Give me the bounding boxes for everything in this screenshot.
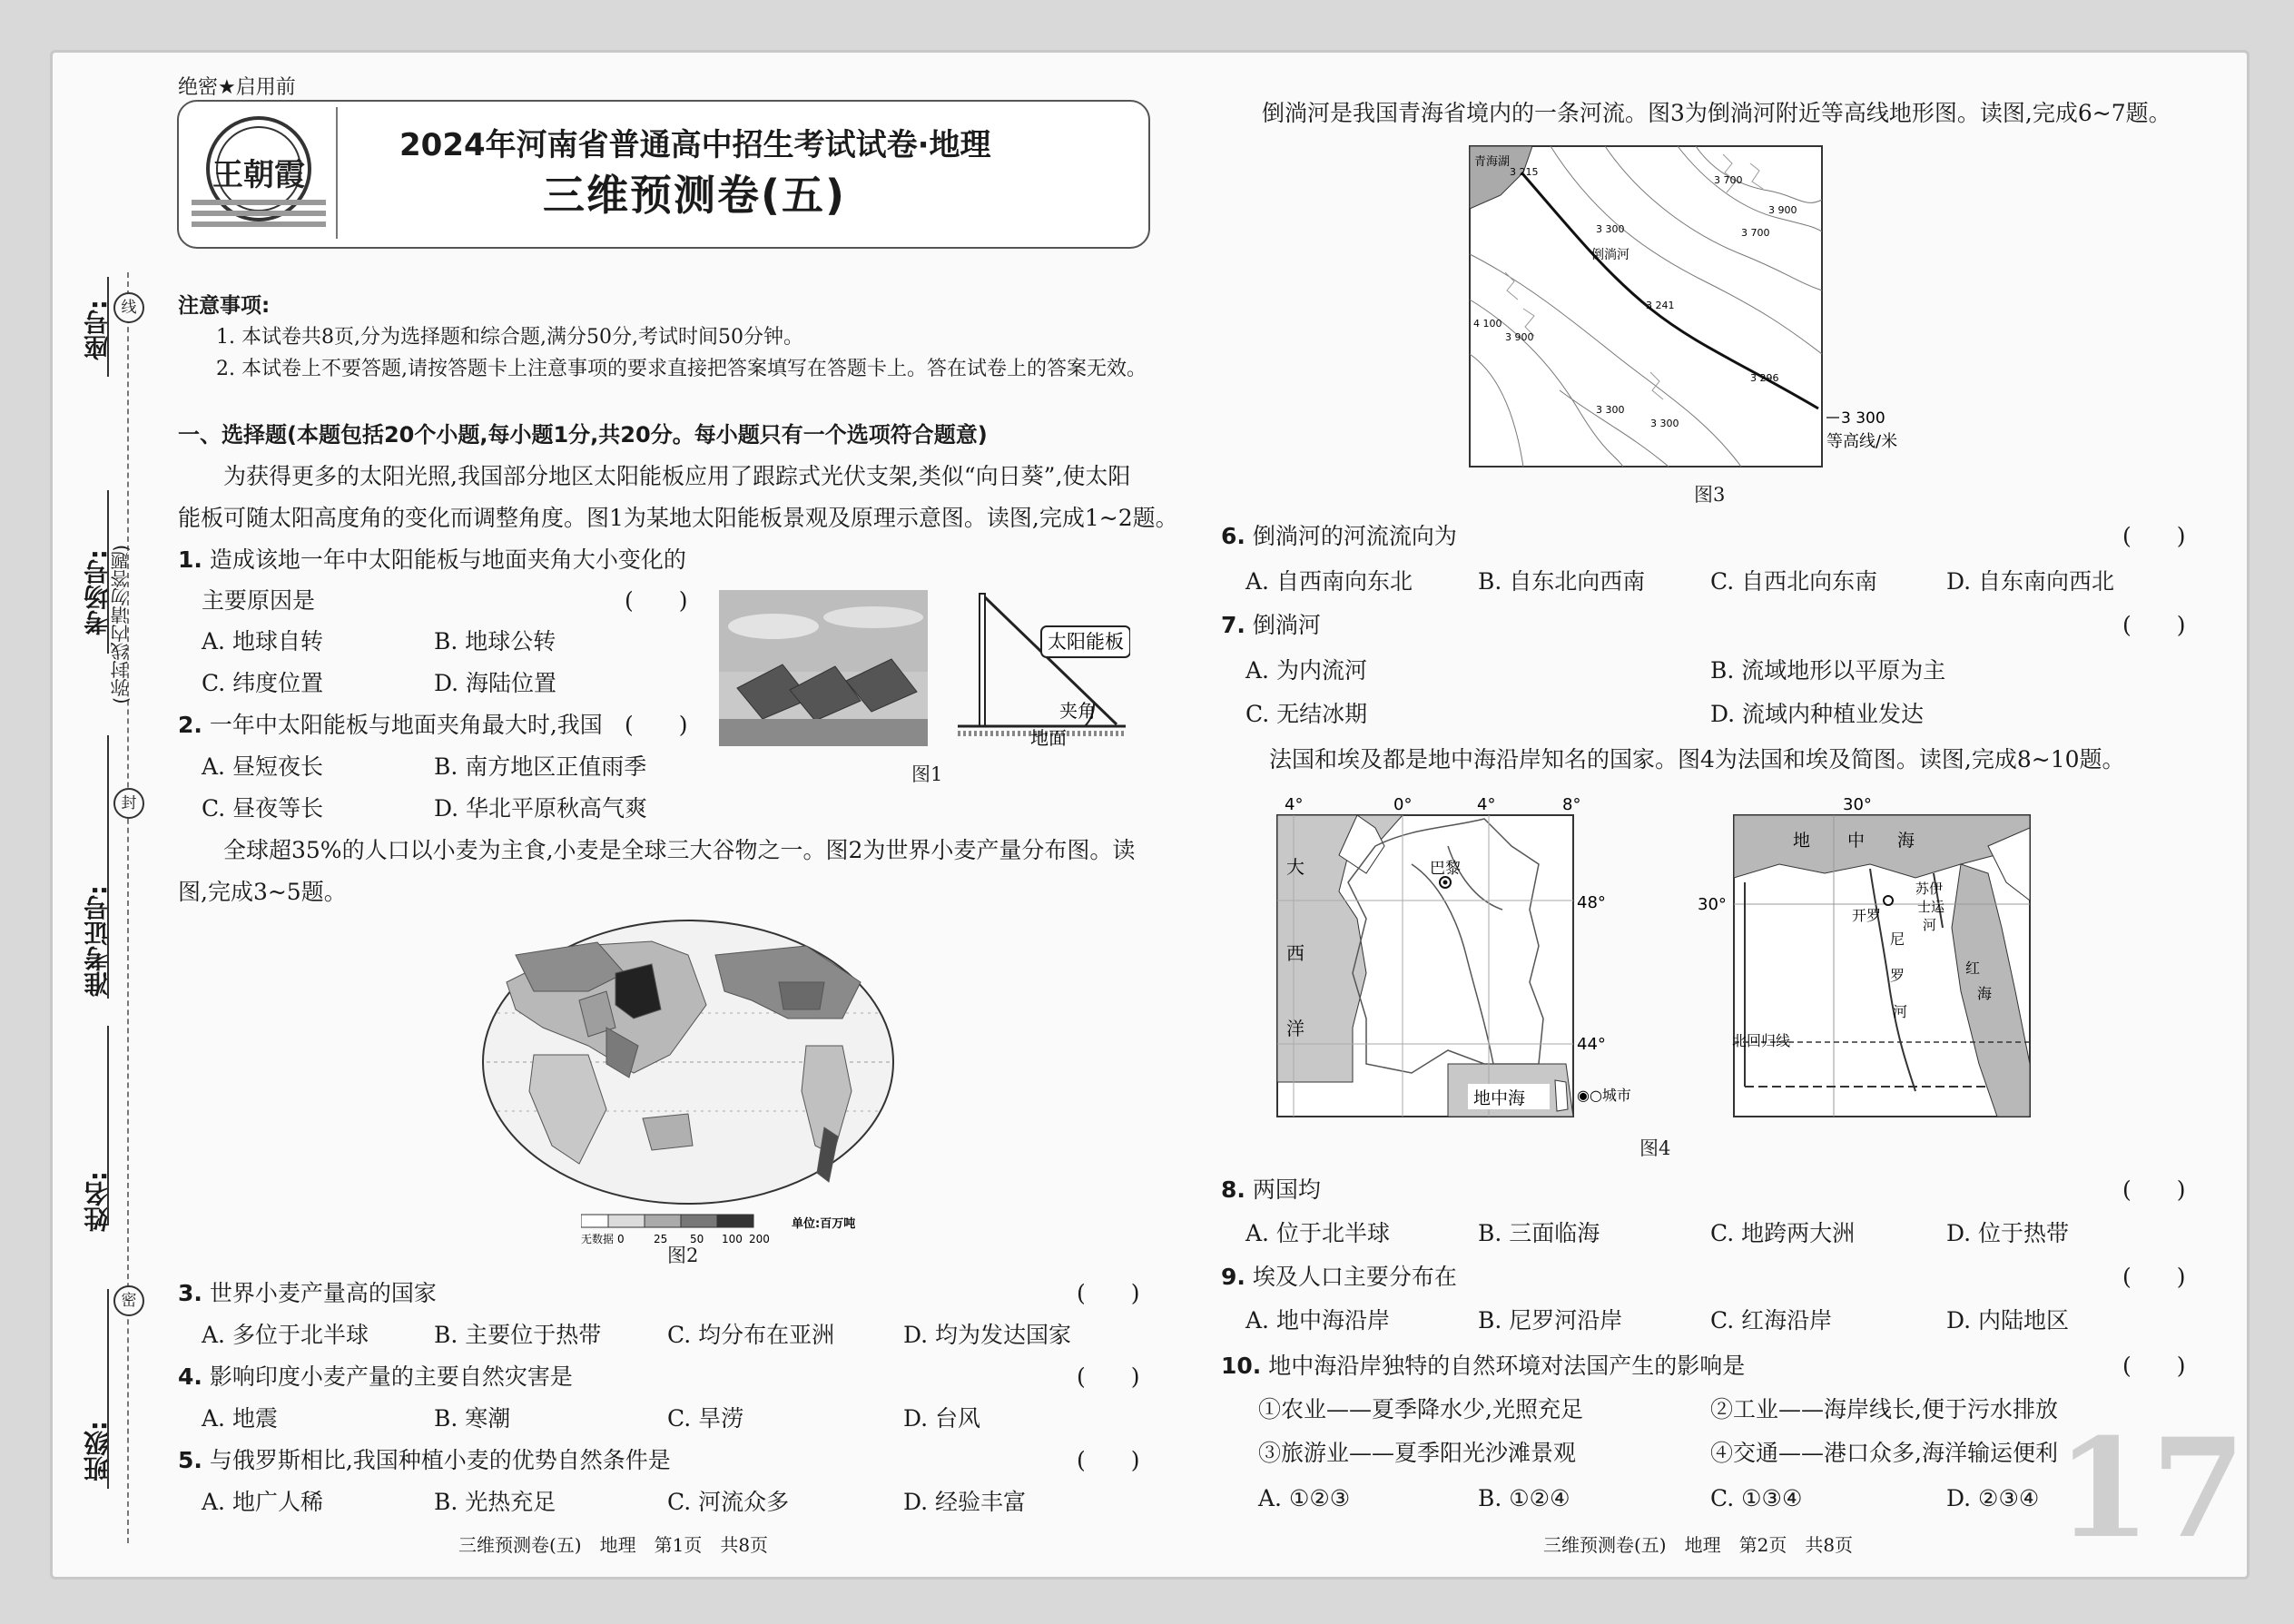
option-a: A. 昼短夜长 bbox=[202, 753, 323, 780]
option-a: A. 自西南向东北 bbox=[1245, 568, 1413, 595]
med-label: 地中海 bbox=[1473, 1088, 1526, 1108]
nile-label: 尼 bbox=[1890, 930, 1905, 948]
class-field[interactable] bbox=[107, 1289, 109, 1489]
elevation-label: 3 900 bbox=[1768, 204, 1797, 216]
option-d: D. 自东南向西北 bbox=[1946, 568, 2115, 595]
note-2: 2. 本试卷上不要答题,请按答题卡上注意事项的要求直接把答案填写在答题卡上。答在试卷上的答案无效。 bbox=[216, 358, 1147, 380]
notes-title: 注意事项: bbox=[178, 294, 271, 318]
elevation-label: 3 700 bbox=[1741, 227, 1770, 239]
elevation-label: 3 300 bbox=[1596, 404, 1625, 416]
legend-tick: 50 bbox=[690, 1233, 704, 1245]
lat-label: 44° bbox=[1577, 1035, 1606, 1054]
option-c: C. 河流众多 bbox=[667, 1489, 790, 1515]
page-number-watermark: 17 bbox=[2056, 1409, 2246, 1569]
option-a: A. 地中海沿岸 bbox=[1245, 1307, 1390, 1334]
figure-1-caption: 图1 bbox=[911, 763, 943, 785]
label-panel: 太阳能板 bbox=[1048, 631, 1124, 653]
name-label: 姓名: bbox=[83, 1171, 113, 1233]
answer-paren: ( ) bbox=[2122, 612, 2186, 638]
suez-label: 河 bbox=[1923, 917, 1937, 933]
option-c: C. 地跨两大洲 bbox=[1710, 1220, 1856, 1246]
intro-1b: 能板可随太阳高度角的变化而调整角度。图1为某地太阳能板景观及原理示意图。读图,完成1~2题。 bbox=[178, 505, 1178, 531]
section-title: 一、选择题(本题包括20个小题,每小题1分,共20分。每小题只有一个选项符合题意) bbox=[178, 422, 988, 448]
atlantic-label: 洋 bbox=[1286, 1018, 1305, 1039]
exam-room-field[interactable] bbox=[107, 490, 109, 654]
header-divider bbox=[336, 107, 338, 239]
mark-line: 线 bbox=[113, 292, 144, 323]
option-d: D. 海陆位置 bbox=[434, 670, 557, 696]
lat-label: 48° bbox=[1577, 893, 1606, 912]
question-6: 6. 倒淌河的河流流向为 bbox=[1221, 523, 1457, 549]
red-sea-label: 海 bbox=[1977, 985, 1993, 1002]
lon-label: 8° bbox=[1562, 795, 1581, 814]
figure-3-contour-map bbox=[1469, 145, 1823, 468]
answer-paren: ( ) bbox=[1077, 1280, 1140, 1306]
question-1-line2: 主要原因是 bbox=[202, 587, 316, 614]
tropic-label: 北回归线 bbox=[1732, 1032, 1791, 1049]
figure-1-diagram bbox=[958, 590, 1130, 746]
lat-label-right: 30° bbox=[1698, 895, 1727, 914]
med-label-right: 地 bbox=[1793, 831, 1811, 851]
exam-title: 2024年河南省普通高中招生考试试卷·地理 bbox=[399, 127, 991, 163]
option-a: A. ①②③ bbox=[1258, 1485, 1351, 1511]
option-b: B. 寒潮 bbox=[434, 1405, 511, 1432]
option-b: B. ①②④ bbox=[1478, 1485, 1570, 1511]
note-1: 1. 本试卷共8页,分为选择题和综合题,满分50分,考试时间50分钟。 bbox=[216, 326, 803, 349]
option-b: B. 尼罗河沿岸 bbox=[1478, 1307, 1623, 1334]
legend-contour-value: 3 300 bbox=[1841, 409, 1885, 428]
answer-paren: ( ) bbox=[625, 712, 688, 738]
option-b: B. 自东北向西南 bbox=[1478, 568, 1646, 595]
class-label: 班级: bbox=[83, 1421, 113, 1482]
mark-closed: 密 bbox=[113, 1285, 144, 1316]
option-a: A. 地球自转 bbox=[202, 628, 323, 655]
answer-paren: ( ) bbox=[625, 587, 688, 614]
seal-note: (弥封线内请勿答题) bbox=[110, 545, 132, 704]
elevation-label: 3 700 bbox=[1714, 174, 1743, 186]
option-b: B. 南方地区正值雨季 bbox=[434, 753, 647, 780]
label-ground: 地面 bbox=[1030, 727, 1067, 746]
figure-4-france-map bbox=[1266, 792, 1639, 1127]
option-b: B. 光热充足 bbox=[434, 1489, 556, 1515]
answer-paren: ( ) bbox=[2122, 1353, 2186, 1379]
figure-3-legend bbox=[1826, 408, 1935, 454]
option-d: D. 台风 bbox=[903, 1405, 981, 1432]
lake-label: 青海湖 bbox=[1474, 155, 1511, 169]
atlantic-label: 大 bbox=[1286, 856, 1305, 878]
option-a: A. 位于北半球 bbox=[1245, 1220, 1390, 1246]
option-d: D. 经验丰富 bbox=[903, 1489, 1027, 1515]
option-d: D. 华北平原秋高气爽 bbox=[434, 795, 648, 822]
option-c: C. 昼夜等长 bbox=[202, 795, 324, 822]
secret-label: 绝密★启用前 bbox=[178, 76, 296, 99]
figure-4-egypt-map bbox=[1689, 792, 2033, 1127]
option-c: C. ①③④ bbox=[1710, 1485, 1803, 1511]
question-8: 8. 两国均 bbox=[1221, 1176, 1321, 1203]
legend-tick: 0 bbox=[617, 1233, 625, 1245]
footer-right: 三维预测卷(五) 地理 第2页 共8页 bbox=[1543, 1534, 1854, 1556]
legend-nodata: 无数据 bbox=[581, 1233, 615, 1245]
statement-4: ④交通——港口众多,海洋输运便利 bbox=[1710, 1440, 2058, 1466]
intro-4: 法国和埃及都是地中海沿岸知名的国家。图4为法国和埃及简图。读图,完成8~10题。 bbox=[1269, 746, 2125, 773]
figure-2-map bbox=[479, 919, 897, 1227]
intro-3: 倒淌河是我国青海省境内的一条河流。图3为倒淌河附近等高线地形图。读图,完成6~7题。 bbox=[1262, 100, 2171, 126]
seat-label: 座号: bbox=[83, 300, 113, 361]
exam-room-label: 考场号: bbox=[83, 549, 113, 636]
lon-label: 0° bbox=[1393, 795, 1413, 814]
red-sea-label: 红 bbox=[1965, 960, 1981, 977]
question-9: 9. 埃及人口主要分布在 bbox=[1221, 1264, 1457, 1290]
city-cairo: 开罗 bbox=[1852, 907, 1882, 924]
elevation-label: 3 215 bbox=[1510, 166, 1539, 178]
question-2: 2. 一年中太阳能板与地面夹角最大时,我国 bbox=[178, 712, 603, 738]
statement-3: ③旅游业——夏季阳光沙滩景观 bbox=[1258, 1440, 1577, 1466]
binding-line bbox=[127, 272, 129, 1543]
option-d: D. 流域内种植业发达 bbox=[1710, 701, 1925, 727]
lon-label: 4° bbox=[1477, 795, 1496, 814]
question-10: 10. 地中海沿岸独特的自然环境对法国产生的影响是 bbox=[1221, 1353, 1746, 1379]
elevation-label: 3 241 bbox=[1646, 300, 1675, 311]
publisher-logo bbox=[186, 109, 331, 236]
logo-text: 王朝霞 bbox=[212, 157, 305, 193]
option-d: D. 均为发达国家 bbox=[903, 1322, 1072, 1348]
option-c: C. 自西北向东南 bbox=[1710, 568, 1878, 595]
river-label: 倒淌河 bbox=[1591, 248, 1629, 262]
option-b: B. 流域地形以平原为主 bbox=[1710, 657, 1946, 684]
option-a: A. 地震 bbox=[202, 1405, 278, 1432]
med-label-right: 中 bbox=[1847, 831, 1866, 851]
suez-label: 苏伊 bbox=[1915, 881, 1944, 897]
atlantic-label: 西 bbox=[1286, 942, 1305, 964]
figure-4-caption: 图4 bbox=[1639, 1137, 1671, 1159]
option-d: D. ②③④ bbox=[1946, 1485, 2040, 1511]
elevation-label: 3 300 bbox=[1596, 223, 1625, 235]
answer-paren: ( ) bbox=[1077, 1363, 1140, 1390]
nile-label: 罗 bbox=[1890, 967, 1905, 984]
option-d: D. 位于热带 bbox=[1946, 1220, 2070, 1246]
option-c: C. 均分布在亚洲 bbox=[667, 1322, 835, 1348]
figure-1-photo bbox=[719, 590, 928, 746]
answer-paren: ( ) bbox=[1077, 1447, 1140, 1473]
name-field[interactable] bbox=[107, 1026, 109, 1225]
legend-contour-label: 等高线/米 bbox=[1826, 432, 1898, 451]
option-b: B. 地球公转 bbox=[434, 628, 556, 655]
elevation-label: 3 900 bbox=[1505, 331, 1534, 343]
lon-label: 4° bbox=[1285, 795, 1304, 814]
option-b: B. 主要位于热带 bbox=[434, 1322, 602, 1348]
ticket-label: 准考证号: bbox=[83, 885, 113, 998]
label-angle: 夹角 bbox=[1059, 700, 1096, 722]
answer-paren: ( ) bbox=[2122, 1176, 2186, 1203]
figure-2-caption: 图2 bbox=[667, 1245, 699, 1266]
option-a: A. 为内流河 bbox=[1245, 657, 1367, 684]
suez-label: 士运 bbox=[1917, 899, 1945, 915]
figure-3-caption: 图3 bbox=[1694, 484, 1726, 506]
option-c: C. 旱涝 bbox=[667, 1405, 744, 1432]
legend-tick: 100 bbox=[722, 1233, 743, 1245]
legend-unit: 单位:百万吨 bbox=[792, 1217, 856, 1231]
option-c: C. 无结冰期 bbox=[1245, 701, 1368, 727]
elevation-label: 4 100 bbox=[1473, 318, 1502, 330]
option-b: B. 三面临海 bbox=[1478, 1220, 1600, 1246]
nile-label: 河 bbox=[1893, 1003, 1908, 1020]
legend-tick: 200 bbox=[749, 1233, 770, 1245]
lon-label-right: 30° bbox=[1843, 795, 1872, 814]
intro-2b: 图,完成3~5题。 bbox=[178, 879, 347, 905]
option-a: A. 多位于北半球 bbox=[202, 1322, 369, 1348]
option-c: C. 纬度位置 bbox=[202, 670, 324, 696]
legend-tick: 25 bbox=[654, 1233, 668, 1245]
legend-city: ◉○城市 bbox=[1577, 1087, 1631, 1104]
option-c: C. 红海沿岸 bbox=[1710, 1307, 1833, 1334]
question-7: 7. 倒淌河 bbox=[1221, 612, 1321, 638]
figure-2-legend bbox=[581, 1211, 871, 1247]
option-a: A. 地广人稀 bbox=[202, 1489, 323, 1515]
seat-field[interactable] bbox=[107, 277, 109, 377]
mark-seal: 封 bbox=[113, 788, 144, 819]
question-3: 3. 世界小麦产量高的国家 bbox=[178, 1280, 437, 1306]
answer-paren: ( ) bbox=[2122, 1264, 2186, 1290]
city-paris: 巴黎 bbox=[1430, 860, 1461, 878]
question-4: 4. 影响印度小麦产量的主要自然灾害是 bbox=[178, 1363, 573, 1390]
elevation-label: 3 296 bbox=[1750, 372, 1779, 384]
med-label-right: 海 bbox=[1897, 831, 1915, 851]
ticket-field[interactable] bbox=[107, 735, 109, 999]
statement-2: ②工业——海岸线长,便于污水排放 bbox=[1710, 1396, 2058, 1422]
statement-1: ①农业——夏季降水少,光照充足 bbox=[1258, 1396, 1583, 1422]
question-1: 1. 造成该地一年中太阳能板与地面夹角大小变化的 bbox=[178, 546, 686, 573]
footer-left: 三维预测卷(五) 地理 第1页 共8页 bbox=[458, 1534, 769, 1556]
exam-subtitle: 三维预测卷(五) bbox=[543, 171, 847, 220]
intro-1a: 为获得更多的太阳光照,我国部分地区太阳能板应用了跟踪式光伏支架,类似“向日葵”,使太阳 bbox=[223, 463, 1131, 489]
answer-paren: ( ) bbox=[2122, 523, 2186, 549]
elevation-label: 3 300 bbox=[1650, 418, 1679, 429]
question-5: 5. 与俄罗斯相比,我国种植小麦的优势自然条件是 bbox=[178, 1447, 671, 1473]
intro-2a: 全球超35%的人口以小麦为主食,小麦是全球三大谷物之一。图2为世界小麦产量分布图。读 bbox=[223, 837, 1136, 863]
option-d: D. 内陆地区 bbox=[1946, 1307, 2070, 1334]
